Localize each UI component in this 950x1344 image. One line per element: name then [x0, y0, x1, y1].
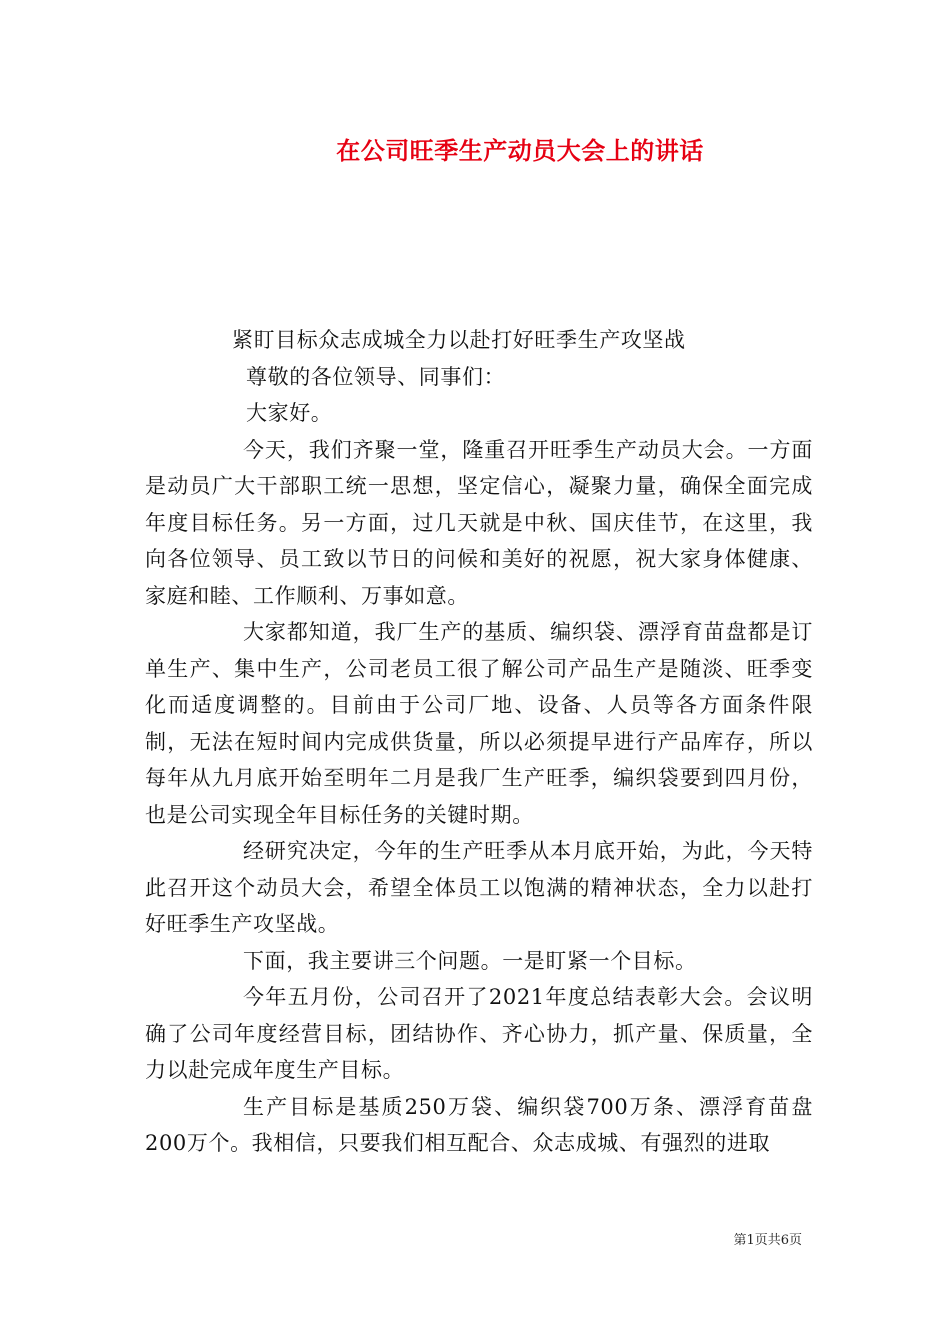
paragraph-1: 今天，我们齐聚一堂，隆重召开旺季生产动员大会。一方面是动员广大干部职工统一思想，坚定信心，凝聚力量，确保全面完成年度目标任务。另一方面，过几天就是中秋、国庆佳节，在这里，我向各位领导、员工致以节日的问候和美好的祝愿，祝大家身体健康、家庭和睦、工作顺利、万事如意。: [145, 437, 813, 608]
paragraph-5: 今年五月份，公司召开了2021年度总结表彰大会。会议明确了公司年度经营目标，团结协作、齐心协力，抓产量、保质量，全力以赴完成年度生产目标。: [145, 985, 813, 1082]
greeting: 大家好。: [246, 401, 333, 425]
paragraph-6: 生产目标是基质250万袋、编织袋700万条、漂浮育苗盘200万个。我相信，只要我们相互配合、众志成城、有强烈的进取: [145, 1094, 813, 1155]
document-title: 在公司旺季生产动员大会上的讲话: [336, 137, 704, 165]
document-body: [145, 322, 813, 1162]
salutation: 尊敬的各位领导、同事们：: [246, 364, 506, 389]
document-subtitle: 紧盯目标众志成城全力以赴打好旺季生产攻坚战: [232, 328, 686, 352]
paragraph-2: 大家都知道，我厂生产的基质、编织袋、漂浮育苗盘都是订单生产、集中生产，公司老员工很了解公司产品生产是随淡、旺季变化而适度调整的。目前由于公司厂地、设备、人员等各方面条件限制，无法在短时间内完成供货量，所以必须提早进行产品库存，所以每年从九月底开始至明年二月是我厂生产旺季，编织袋要到四月份，也是公司实现全年目标任务的关键时期。: [145, 620, 813, 827]
paragraph-3: 经研究决定，今年的生产旺季从本月底开始，为此，今天特此召开这个动员大会，希望全体员工以饱满的精神状态，全力以赴打好旺季生产攻坚战。: [145, 839, 813, 936]
paragraph-4: 下面，我主要讲三个问题。一是盯紧一个目标。: [243, 948, 697, 973]
page-footer: 第1页共6页: [733, 1233, 802, 1248]
